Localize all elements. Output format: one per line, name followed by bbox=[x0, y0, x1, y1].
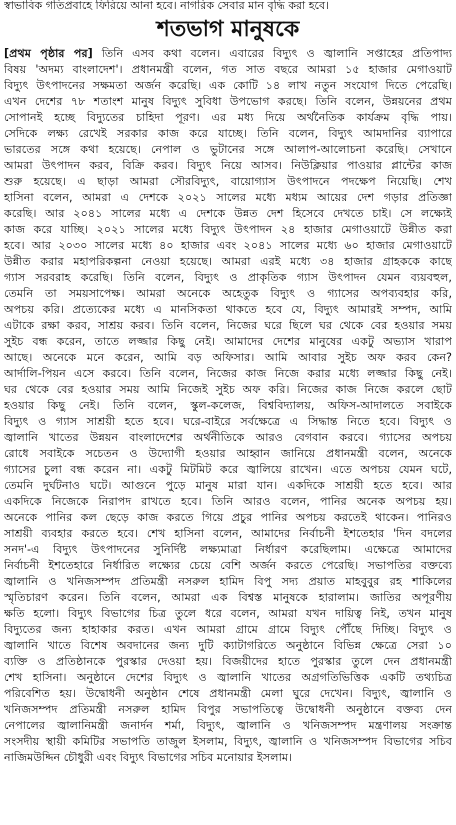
article-line bbox=[4, 478, 452, 494]
article-line bbox=[4, 574, 452, 590]
article-line bbox=[4, 430, 452, 446]
article-line bbox=[4, 206, 452, 222]
article-line-text: রোধে সবাইকে সচেতন ও উদ্যোগী হওয়ার আহ্বান জানিয়ে প্রধানমন্ত্রী বলেন, অনেকে bbox=[4, 447, 452, 460]
article-line-text: জ্বালানি খাতের উন্নয়ন বাংলাদেশের অর্থনীতিকে আরও বেগবান করবে। গ্যাসের অপচয় bbox=[4, 431, 452, 444]
article-line-text: কাজ করে যাচ্ছি। ২০২১ সালের মধ্যে বিদ্যুৎ উৎপাদন ২৪ হাজার মেগাওয়াটে উন্নীত করা bbox=[4, 223, 452, 236]
article-line-text: আমরা উৎপাদন করব, বিক্রি করব। বিদ্যুৎ নিয়ে আসব। নিউক্লিয়ার পাওয়ার প্লান্টের কাজ bbox=[4, 159, 452, 172]
article-line bbox=[4, 622, 452, 638]
article-line-text: সুইচ বন্ধ করেন, তাতে লজ্জার কিছু নেই। আমাদের দেশের মানুষের একটু অভ্যাস খারাপ bbox=[4, 335, 452, 348]
article-line bbox=[4, 142, 452, 158]
article-line bbox=[4, 734, 452, 750]
article-line-text: করেছি। আর ২০৪১ সালের মধ্যে এ দেশকে উন্নত দেশ হিসেবে দেখতে চাই। সে লক্ষ্যেই bbox=[4, 207, 452, 220]
article-line-text: হাসিনা বলেন, আমরা এ দেশকে ২০২১ সালের মধ্যে মধ্যম আয়ের দেশ গড়ার প্রতিজ্ঞা bbox=[4, 191, 452, 204]
article-line-text: সংসদীয় স্থায়ী কমিটির সভাপতি তাজুল ইসলাম, বিদ্যুৎ, জ্বালানি ও খনিজসম্পদ বিভাগের সচিব bbox=[4, 735, 452, 748]
article-line-text: নির্বাচনী ইশতেহারে নির্ধারিত লক্ষ্যের চেয়ে বেশি অর্জন করতে পেরেছি। সভাপতির বক্তব্যে bbox=[4, 559, 452, 572]
article-line bbox=[4, 494, 452, 510]
article-line-text: জ্বালানি খাতে বিশেষ অবদানের জন্য দুটি ক্যাটাগরিতে অনুষ্ঠানে বিভিন্ন ক্ষেত্রে সেরা ১০ bbox=[4, 639, 452, 652]
article-line bbox=[4, 414, 452, 430]
previous-article-fragment: স্বাভাবিক গতিপ্রবাহে ফিরিয়ে আনা হবে। নাগরিক সেবার মান বৃদ্ধি করা হবে। bbox=[4, 0, 330, 12]
article-line bbox=[4, 222, 452, 238]
article-line-text: বিদ্যুৎ ও গ্যাস সাশ্রয়ী হতে হবে। ঘরে-বাইরে সর্বক্ষেত্রে এ সিদ্ধান্ত নিতে হবে। বিদ্যুৎ ও bbox=[4, 415, 452, 428]
article-line-text: এটাকে রক্ষা করব, সাশ্রয় করব। তিনি বলেন, নিজের ঘরে ছিলে ঘর থেকে বের হওয়ার সময় bbox=[4, 319, 452, 332]
article-line bbox=[4, 302, 452, 318]
article-line bbox=[4, 62, 452, 78]
article-line bbox=[4, 510, 452, 526]
article-line-text: জ্বালানি ও খনিজসম্পদ প্রতিমন্ত্রী নসরুল হামিদ বিপু সদ্য প্রয়াত মাহবুবুর রহ শাকিলের bbox=[4, 575, 452, 588]
article-line-text: তিনি এসব কথা বলেন। এবারের বিদ্যুৎ ও জ্বালানি সপ্তাহের প্রতিপাদ্য bbox=[101, 47, 452, 60]
article-line bbox=[4, 126, 452, 142]
article-line bbox=[4, 238, 452, 254]
article-line-text: নাজিমউদ্দিন চৌধুরী এবং বিদ্যুৎ বিভাগের সচিব মনোয়ার ইসলাম। bbox=[4, 751, 293, 764]
article-line-text: এখন দেশের ৭৮ শতাংশ মানুষ বিদ্যুৎ সুবিধা উপভোগ করছে। তিনি বলেন, উন্নয়নের প্রথম bbox=[4, 95, 452, 108]
article-line bbox=[4, 190, 452, 206]
article-line bbox=[4, 158, 452, 174]
article-line-text: অপচয় করি। প্রত্যেকের মধ্যে এ মানসিকতা থাকতে হবে যে, বিদ্যুৎ আমারই সম্পদ, আমি bbox=[4, 303, 452, 316]
article-line bbox=[4, 174, 452, 190]
article-body bbox=[4, 46, 452, 766]
article-line-text: স্মৃতিচারণ করেন। তিনি বলেন, আমরা এক বিশ্বস্ত মানুষকে হারালাম। জাতির অপূরণীয় bbox=[4, 591, 452, 604]
article-line-text: শুরু হয়েছে। এ ছাড়া আমরা সৌরবিদ্যুৎ, বায়োগ্যাস উৎপাদনে পদক্ষেপ নিয়েছি। শেখ bbox=[4, 175, 452, 188]
article-line bbox=[4, 526, 452, 542]
article-line-text: বিষয় 'অদম্য বাংলাদেশ'। প্রধানমন্ত্রী বলেন, গত সাত বছরে আমরা ১৫ হাজার মেগাওয়াট bbox=[4, 63, 452, 76]
article-line bbox=[4, 254, 452, 270]
article-line bbox=[4, 318, 452, 334]
article-line bbox=[4, 110, 452, 126]
article-line-text: অনেকে পানির কল ছেড়ে কাজ করতে গিয়ে প্রচুর পানির অপচয় করতেই থাকেন। পানিরও bbox=[4, 511, 452, 524]
article-line-text: তেমনি দুর্ঘটনাও ঘটে। আগুনে পুড়ে মানুষ মারা যান। একদিকে সাশ্রয়ী হতে হবে। আর bbox=[4, 479, 452, 492]
article-line-text: আর্দালি-পিয়ন এসে করবে। তিনি বলেন, নিজের কাজ নিজে করার মধ্যে লজ্জার কিছু নেই। bbox=[4, 367, 452, 380]
article-line-text: সনদ'-এ বিদ্যুৎ উৎপাদনের সুনির্দিষ্ট লক্ষ্যমাত্রা নির্ধারণ করেছিলাম। এক্ষেত্রে আমাদের bbox=[4, 543, 452, 556]
article-line bbox=[4, 286, 452, 302]
article-line bbox=[4, 606, 452, 622]
article-line-text: ব্যক্তি ও প্রতিষ্ঠানকে পুরস্কার দেওয়া হয়। বিজয়ীদের হাতে পুরস্কার তুলে দেন প্রধানমন্ত্রী bbox=[4, 655, 452, 668]
article-line bbox=[4, 750, 452, 766]
article-line-text: ক্ষতি হলো। বিদ্যুৎ বিভাগের চিত্র তুলে ধরে বলেন, আমরা যখন দায়িত্ব নিই, তখন মানুষ bbox=[4, 607, 452, 620]
article-line bbox=[4, 542, 452, 558]
article-line-text: গ্যাসের চুলা বন্ধ করেন না। একটু মিটমিট করে জ্বালিয়ে রাখেন। এতে অপচয় যেমন ঘটে, bbox=[4, 463, 452, 476]
article-line bbox=[4, 382, 452, 398]
article-line-text: হবে। আর ২০৩০ সালের মধ্যে ৪০ হাজার এবং ২০৪১ সালের মধ্যে ৬০ হাজার মেগাওয়াটে bbox=[4, 239, 452, 252]
article-line bbox=[4, 270, 452, 286]
article-line-text: উন্নীত করার মহাপরিকল্পনা নেওয়া হয়েছে। আমরা এরই মধ্যে ৩৪ হাজার গ্রাহককে কাছে bbox=[4, 255, 452, 268]
article-title: শতভাগ মানুষকে bbox=[156, 17, 300, 42]
article-line-text: সেদিকে লক্ষ্য রেখেই সরকার কাজ করে যাচ্ছে। তিনি বলেন, বিদ্যুৎ আমদানির ব্যাপারে bbox=[4, 127, 452, 140]
article-line-text: নেপালের জ্বালানিমন্ত্রী জনার্দন শর্মা, বিদ্যুৎ, জ্বালানি ও খনিজসম্পদ মন্ত্রণালয় সংক্রান্ত bbox=[4, 719, 452, 732]
article-line bbox=[4, 638, 452, 654]
article-line bbox=[4, 558, 452, 574]
article-line bbox=[4, 398, 452, 414]
continued-from-label: [প্রথম পৃষ্ঠার পর] bbox=[4, 47, 93, 60]
article-line bbox=[4, 670, 452, 686]
article-line-text: সাশ্রয়ী ব্যবহার করতে হবে। শেখ হাসিনা বলেন, আমাদের নির্বাচনী ইশতেহার 'দিন বদলের bbox=[4, 527, 452, 540]
article-line bbox=[4, 334, 452, 350]
article-line-text: গ্যাস সরবরাহ করেছি। তিনি বলেন, বিদ্যুৎ ও প্রাকৃতিক গ্যাস উৎপাদন যেমন ব্যয়বহুল, bbox=[4, 271, 452, 284]
article-line-text: সোপানই হচ্ছে বিদ্যুতের চাহিদা পূরণ। এর মধ্য দিয়ে অর্থনৈতিক কার্যক্রম বৃদ্ধি পায়। bbox=[4, 111, 452, 124]
article-line-text: শেখ হাসিনা। অনুষ্ঠানে দেশের বিদ্যুৎ ও জ্বালানি খাতের অগ্রগতিভিত্তিক একটি তথ্যচিত্র bbox=[4, 671, 452, 684]
article-line bbox=[4, 718, 452, 734]
article-line-text: বিদ্যুতের জন্য হাহাকার করত। এখন আমরা গ্রামে গ্রামে বিদ্যুৎ পৌঁছে দিচ্ছি। বিদ্যুৎ ও bbox=[4, 623, 452, 636]
article-line bbox=[4, 686, 452, 702]
article-line bbox=[4, 590, 452, 606]
article-line bbox=[4, 350, 452, 366]
article-line bbox=[4, 366, 452, 382]
article-line bbox=[4, 46, 452, 62]
article-line-text: তেমনি তা সময়সাপেক্ষ। আমরা অনেকে অহেতুক বিদ্যুৎ ও গ্যাসের অপব্যবহার করি, bbox=[4, 287, 452, 300]
article-line bbox=[4, 654, 452, 670]
article-line-text: বিদ্যুৎ উৎপাদনের সক্ষমতা অর্জন করেছি। এক কোটি ১৪ লাখ নতুন সংযোগ দিতে পেরেছি। bbox=[4, 79, 452, 92]
article-line-text: হওয়ার কিছু নেই। তিনি বলেন, স্কুল-কলেজ, বিশ্ববিদ্যালয়, অফিস-আদালতে সবাইকে bbox=[4, 399, 452, 412]
article-line-text: ভারতের সঙ্গে কথা হয়েছে। নেপাল ও ভুটানের সঙ্গে আলাপ-আলোচনা করেছি। সেখানে bbox=[4, 143, 452, 156]
article-line-text: একদিকে নিজেকে নিরাপদ রাখতে হবে। তিনি আরও বলেন, পানির অনেক অপচয় হয়। bbox=[4, 495, 452, 508]
article-line-text: খনিজসম্পদ প্রতিমন্ত্রী নসরুল হামিদ বিপুর সভাপতিত্বে উদ্বোধনী অনুষ্ঠানে বক্তব্য দেন bbox=[4, 703, 452, 716]
article-line bbox=[4, 702, 452, 718]
article-line bbox=[4, 78, 452, 94]
article-line bbox=[4, 94, 452, 110]
article-line-text: ঘর থেকে বের হওয়ার সময় আমি নিজেই সুইচ অফ করি। নিজের কাজ নিজে করলে ছোট bbox=[4, 383, 452, 396]
article-line-text: পরিবেশিত হয়। উদ্বোধনী অনুষ্ঠান শেষে প্রধানমন্ত্রী মেলা ঘুরে দেখেন। বিদ্যুৎ, জ্বালানি ও bbox=[4, 687, 452, 700]
article-line-text: আছে। অনেকে মনে করেন, আমি বড় অফিসার। আমি আবার সুইচ অফ করব কেন? bbox=[4, 351, 452, 364]
article-line bbox=[4, 462, 452, 478]
article-line bbox=[4, 446, 452, 462]
